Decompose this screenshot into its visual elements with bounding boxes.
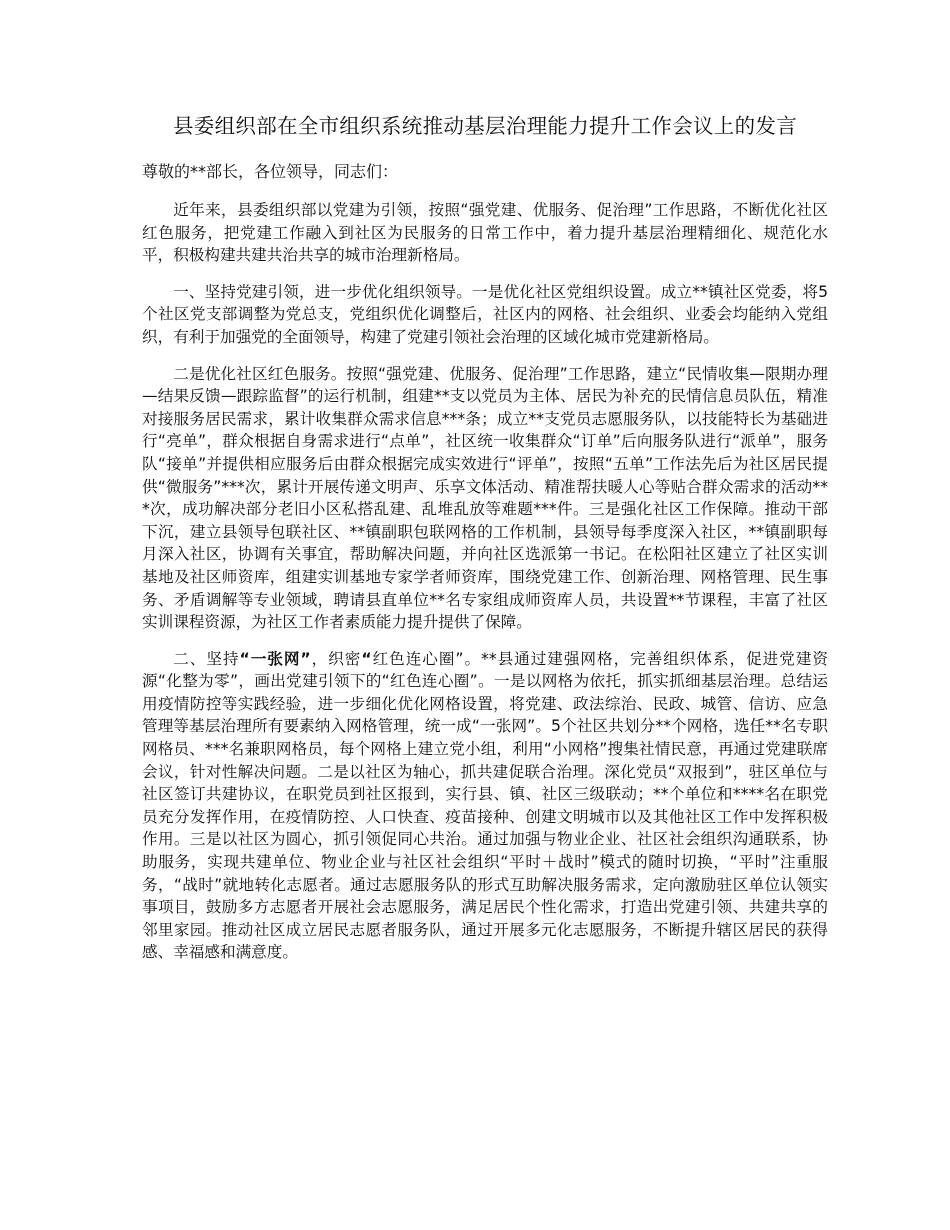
- paragraph-section-2: [142, 648, 828, 964]
- section-2-bold-2: “: [361, 649, 372, 668]
- greeting: 尊敬的**部长，各位领导，同志们：: [142, 162, 399, 181]
- section-2-mid: ，织密: [310, 649, 362, 668]
- paragraph-section-1: 一、坚持党建引领，进一步优化组织领导。一是优化社区党组织设置。成立**镇社区党委，将5个社区党支部调整为党总支，党组织优化调整后，社区内的网格、社会组织、业委会均能纳入党组织，有利于加强党的全面领导，构建了党建引领社会治理的区域化城市党建新格局。: [142, 282, 828, 346]
- section-2-lead: 二、坚持: [173, 649, 240, 668]
- paragraph-section-1-cont: 二是优化社区红色服务。按照“强党建、优服务、促治理”工作思路，建立“民情收集—限期办理—结果反馈—跟踪监督”的运行机制，组建**支以党员为主体、居民为补充的民情信息员队伍，精准对接服务居民需求，累计收集群众需求信息***条；成立**支党员志愿服务队，以技能特长为基础进行“亮单”，群众根据自身需求进行“点单”，社区统一收集群众“订单”后向服务队进行“派单”，服务队“接单”并提供相应服务后由群众根据完成实效进行“评单”，按照“五单”工作法先后为社区居民提供“微服务”***次，累计开展传递文明声、乐享文体活动、精准帮扶暖人心等贴合群众需求的活动***次，成功解决部分老旧小区私搭乱建、乱堆乱放等难题***件。三是强化社区工作保障。推动干部下沉，建立县领导包联社区、**镇副职包联网格的工作机制，县领导每季度深入社区，**镇副职每月深入社区，协调有关事宜，帮助解决问题，并向社区选派第一书记。在松阳社区建立了社区实训基地及社区师资库，组建实训基地专家学者师资库，围绕党建工作、创新治理、网格管理、民生事务、矛盾调解等专业领域，聘请县直单位**名专家组成师资库人员，共设置**节课程，丰富了社区实训课程资源，为社区工作者素质能力提升提供了保障。: [142, 364, 828, 632]
- document-page: [142, 112, 828, 978]
- paragraph-intro: 近年来，县委组织部以党建为引领，按照“强党建、优服务、促治理”工作思路，不断优化社区红色服务，把党建工作融入到社区为民服务的日常工作中，着力提升基层治理精细化、规范化水平，积极构建共建共治共享的城市治理新格局。: [142, 201, 828, 265]
- section-2-bold-1: “一张网”: [239, 649, 311, 668]
- section-2-body: 红色连心圈”。**县通过建强网格，完善组织体系，促进党建资源“化整为零”，画出党建引领下的“红色连心圈”。一是以网格为依托，抓实抓细基层治理。总结运用疫情防控等实践经验，进一步细化优化网格设置，将党建、政法综治、民政、城管、信访、应急管理等基层治理所有要素纳入网格管理，统一成“一张网”。5个社区共划分**个网格，选任**名专职网格员、***名兼职网格员，每个网格上建立党小组，利用“小网格”搜集社情民意，再通过党建联席会议，针对性解决问题。二是以社区为轴心，抓共建促联合治理。深化党员“双报到”，驻区单位与社区签订共建协议，在职党员到社区报到，实行县、镇、社区三级联动；**个单位和****名在职党员充分发挥作用，在疫情防控、人口快查、疫苗接种、创建文明城市以及其他社区工作中发挥积极作用。三是以社区为圆心，抓引领促同心共治。通过加强与物业企业、社区社会组织沟通联系，协助服务，实现共建单位、物业企业与社区社会组织“平时＋战时”模式的随时切换，“平时”注重服务，“战时”就地转化志愿者。通过志愿服务队的形式互助解决服务需求，定向激励驻区单位认领实事项目，鼓励多方志愿者开展社会志愿服务，满足居民个性化需求，打造出党建引领、共建共享的邻里家园。推动社区成立居民志愿者服务队，通过开展多元化志愿服务，不断提升辖区居民的获得感、幸福感和满意度。: [142, 649, 828, 962]
- page-title: 县委组织部在全市组织系统推动基层治理能力提升工作会议上的发言: [173, 114, 797, 138]
